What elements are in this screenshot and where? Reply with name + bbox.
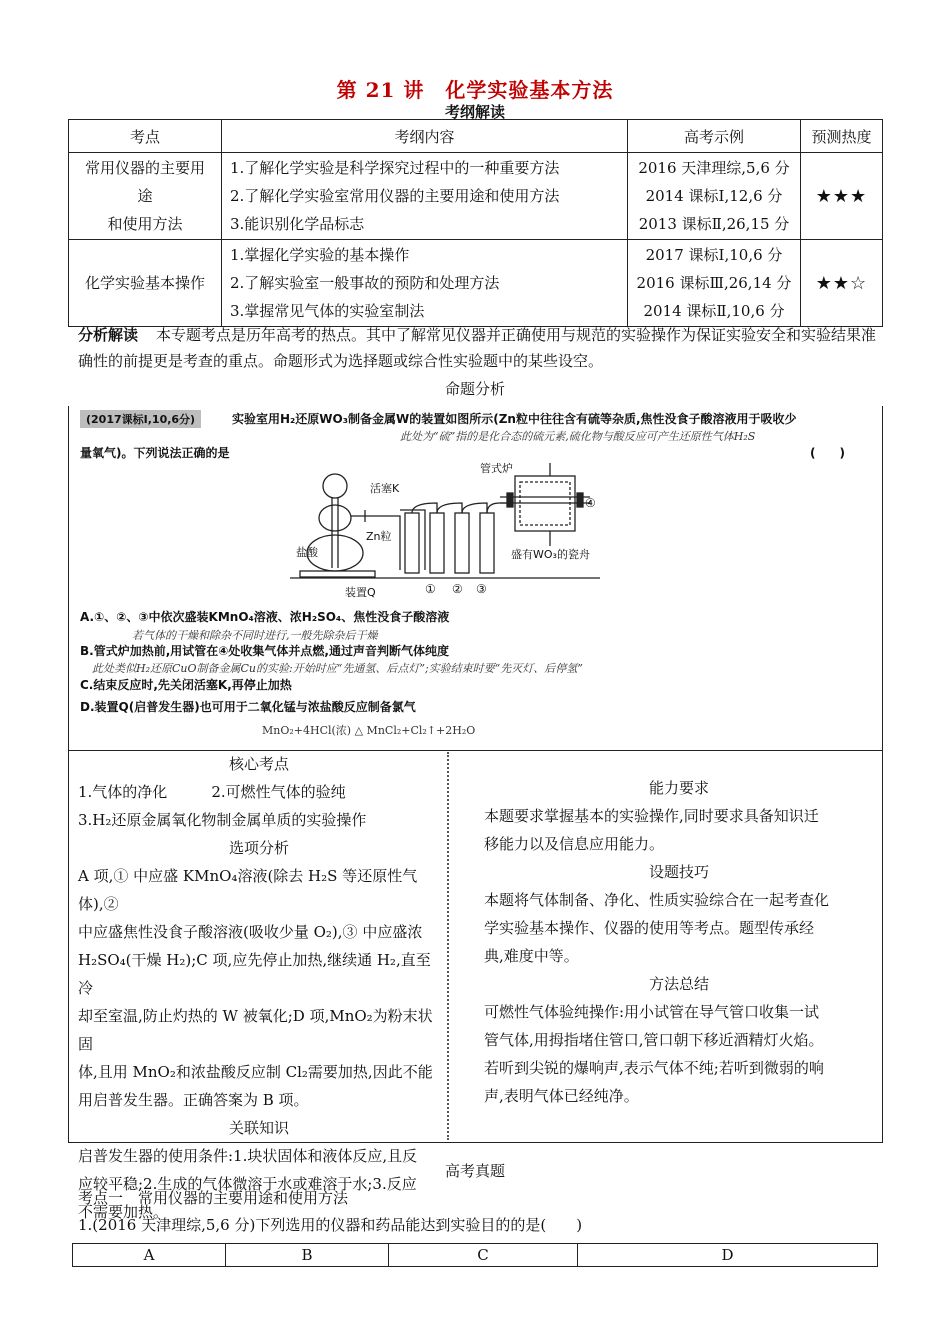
examples-cell — [628, 240, 801, 327]
figure-label-boat: 盛有WO₃的瓷舟 — [511, 548, 590, 561]
content-line: 2.了解实验室一般事故的预防和处理方法 — [230, 274, 500, 292]
left-column — [78, 750, 440, 1226]
heat-cell — [801, 153, 883, 240]
example-line: 2017 课标Ⅰ,10,6 分 — [645, 246, 783, 264]
option-analysis-line: 体,且用 MnO₂和浓盐酸反应制 Cl₂需要加热,因此不能 — [78, 1063, 433, 1081]
page-title: 第 21 讲 化学实验基本方法 — [336, 78, 614, 102]
right-column — [484, 774, 874, 1110]
choice-header-a: A — [73, 1244, 226, 1267]
content-cell — [222, 153, 628, 240]
skill-heading: 设题技巧 — [648, 863, 709, 881]
method-line: 若听到尖锐的爆响声,表示气体不纯;若听到微弱的响 — [484, 1059, 824, 1077]
analysis-paragraph — [78, 322, 878, 374]
option-b: B.管式炉加热前,用试管在④处收集气体并点燃,通过声音判断气体纯度 — [80, 644, 449, 658]
table-row — [69, 240, 883, 327]
column-divider — [447, 752, 449, 1140]
content-line: 2.了解化学实验室常用仪器的主要用途和使用方法 — [230, 187, 560, 205]
table-row — [69, 153, 883, 240]
topic-cell — [69, 153, 222, 240]
method-line: 可燃性气体验纯操作:用小试管在导气管口收集一试 — [484, 1003, 820, 1021]
option-analysis-heading: 选项分析 — [228, 839, 289, 857]
figure-label-4: ④ — [585, 496, 596, 510]
choice-header-row — [73, 1244, 878, 1267]
core-item: 1.气体的净化 — [78, 783, 168, 801]
ability-line: 移能力以及信息应用能力。 — [484, 835, 665, 853]
content-line: 3.掌握常见气体的实验室制法 — [230, 302, 425, 320]
apparatus-figure — [260, 458, 620, 598]
figure-label-zn: Zn粒 — [366, 530, 392, 543]
option-c: C.结束反应时,先关闭活塞K,再停止加热 — [80, 678, 292, 692]
heat-cell — [801, 240, 883, 327]
heat-stars: ★★★ — [815, 185, 868, 207]
question-source-badge: (2017课标Ⅰ,10,6分) — [80, 410, 201, 428]
topic-line: 常用仪器的主要用 — [84, 159, 205, 177]
figure-label-3: ③ — [476, 582, 487, 596]
option-analysis-line: 中应盛焦性没食子酸溶液(吸收少量 O₂),③ 中应盛浓 — [78, 923, 423, 941]
ability-line: 本题要求掌握基本的实验操作,同时要求具备知识迁 — [484, 807, 819, 825]
proposition-heading: 命题分析 — [444, 380, 505, 398]
answer-bracket: ( ) — [810, 446, 845, 460]
topic-line: 途 — [137, 187, 153, 205]
content-line: 3.能识别化学品标志 — [230, 215, 365, 233]
header-content: 考纲内容 — [222, 120, 628, 153]
content-line: 1.掌握化学实验的基本操作 — [230, 246, 410, 264]
heat-stars: ★★☆ — [815, 272, 868, 294]
topic-cell — [69, 240, 222, 327]
example-line: 2013 课标Ⅱ,26,15 分 — [638, 215, 790, 233]
topic-line: 和使用方法 — [107, 215, 183, 233]
method-heading: 方法总结 — [648, 975, 709, 993]
figure-label-valve: 活塞K — [370, 482, 400, 495]
related-line: 启普发生器的使用条件:1.块状固体和液体反应,且反 — [78, 1147, 418, 1165]
option-d: D.装置Q(启普发生器)也可用于二氧化锰与浓盐酸反应制备氯气 — [80, 700, 416, 714]
method-line: 管气体,用拇指堵住管口,管口朝下移近酒精灯火焰。 — [484, 1031, 824, 1049]
examples-cell — [628, 153, 801, 240]
skill-line: 学实验基本操作、仪器的使用等考点。题型传承经 — [484, 919, 815, 937]
topic-line: 化学实验基本操作 — [84, 274, 205, 292]
option-d-equation: MnO₂+4HCl(浓) △ MnCl₂+Cl₂↑+2H₂O — [262, 724, 476, 737]
real-exam-heading: 高考真题 — [444, 1162, 505, 1180]
table-header-row — [69, 120, 883, 153]
method-line: 声,表明气体已经纯净。 — [484, 1087, 639, 1105]
option-a: A.①、②、③中依次盛装KMnO₄溶液、浓H₂SO₄、焦性没食子酸溶液 — [80, 610, 450, 624]
skill-line: 典,难度中等。 — [484, 947, 579, 965]
option-analysis-line: 却至室温,防止灼热的 W 被氧化;D 项,MnO₂为粉末状固 — [78, 1007, 433, 1053]
core-item: 2.可燃性气体的验纯 — [211, 783, 346, 801]
content-line: 1.了解化学实验是科学探究过程中的一种重要方法 — [230, 159, 560, 177]
option-b-note: 此处类似H₂还原CuO制备金属Cu的实验:开始时应“先通氢、后点灯”;实验结束时要“先灭灯、后停氢” — [92, 662, 583, 675]
example-line: 2014 课标Ⅱ,10,6 分 — [643, 302, 785, 320]
core-line2: 3.H₂还原金属氧化物制金属单质的实验操作 — [78, 811, 367, 829]
header-examples: 高考示例 — [628, 120, 801, 153]
figure-label-device: 装置Q — [345, 586, 376, 599]
option-analysis-line: H₂SO₄(干燥 H₂);C 项,应先停止加热,继续通 H₂,直至冷 — [78, 951, 431, 997]
question-note: 此处为“硫”指的是化合态的硫元素,硫化物与酸反应可产生还原性气体H₂S — [400, 430, 756, 443]
option-a-note: 若气体的干燥和除杂不同时进行,一般先除杂后干燥 — [132, 629, 378, 642]
figure-label-1: ① — [425, 582, 436, 596]
header-heat: 预测热度 — [801, 120, 883, 153]
related-line: 应较平稳;2.生成的气体微溶于水或难溶于水;3.反应 — [78, 1175, 417, 1193]
section-subtitle: 考纲解读 — [444, 103, 505, 121]
figure-label-2: ② — [452, 582, 463, 596]
option-analysis-line: 用启普发生器。正确答案为 B 项。 — [78, 1091, 309, 1109]
content-cell — [222, 240, 628, 327]
syllabus-table — [68, 119, 883, 327]
option-analysis-line: A 项,① 中应盛 KMnO₄溶液(除去 H₂S 等还原性气体),② — [78, 867, 418, 913]
example-line: 2016 课标Ⅲ,26,14 分 — [636, 274, 792, 292]
figure-label-furnace: 管式炉 — [480, 462, 513, 475]
question-stem-line2: 量氧气)。下列说法正确的是 — [80, 446, 230, 460]
choice-header-c: C — [389, 1244, 578, 1267]
choice-header-b: B — [226, 1244, 389, 1267]
related-line: 不需要加热。 — [78, 1203, 169, 1221]
choice-header-d: D — [578, 1244, 878, 1267]
related-heading: 关联知识 — [228, 1119, 289, 1137]
core-line1 — [78, 778, 440, 806]
topic-one-heading: 考点一 常用仪器的主要用途和使用方法 — [78, 1189, 349, 1207]
example-line: 2014 课标Ⅰ,12,6 分 — [645, 187, 783, 205]
figure-label-acid: 盐酸 — [296, 546, 318, 559]
choice-table — [72, 1243, 878, 1267]
analysis-label: 分析解读 — [78, 326, 139, 344]
example-line: 2016 天津理综,5,6 分 — [638, 159, 790, 177]
core-heading: 核心考点 — [228, 755, 289, 773]
question-one: 1.(2016 天津理综,5,6 分)下列选用的仪器和药品能达到实验目的的是( ) — [78, 1216, 583, 1234]
question-stem-line1: 实验室用H₂还原WO₃制备金属W的装置如图所示(Zn粒中往往含有硫等杂质,焦性没食子酸溶液用于吸收少 — [232, 412, 797, 426]
analysis-text: 本专题考点是历年高考的热点。其中了解常见仪器并正确使用与规范的实验操作为保证实验安全和实验结果准确性的前提更是考查的重点。命题形式为选择题或综合性实验题中的某些设空。 — [78, 326, 877, 370]
header-topic: 考点 — [69, 120, 222, 153]
ability-heading: 能力要求 — [648, 779, 709, 797]
skill-line: 本题将气体制备、净化、性质实验综合在一起考查化 — [484, 891, 830, 909]
